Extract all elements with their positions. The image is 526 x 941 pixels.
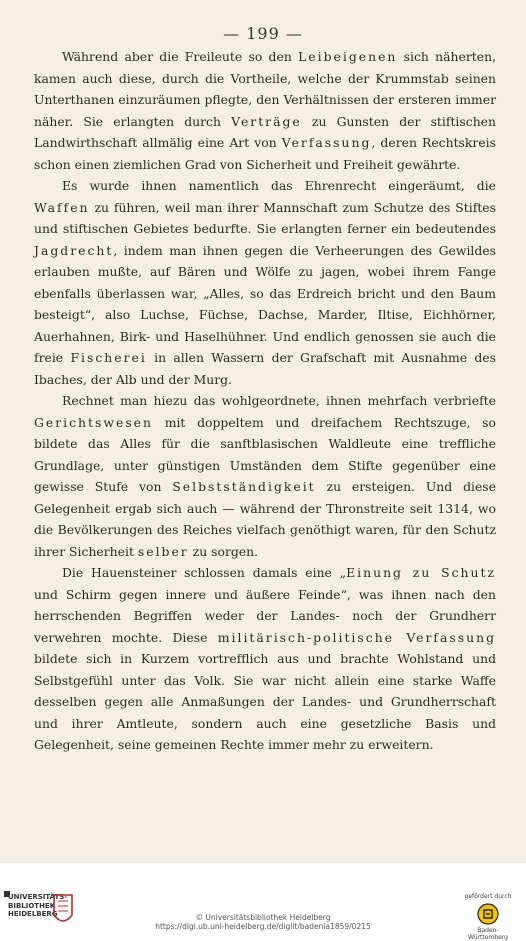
text-run: mit doppeltem und dreifachem Rechtszuge, so bildete das Alles für die sanftblasischen Waldleute eine treffliche Grundlage, unter günstigen Umständen dem Stifte gegenüber eine gewisse Stufe von [34,414,496,494]
text-run: Rechnet man hiezu das wohlgeordnete, ihnen mehrfach verbriefte [62,393,496,408]
baden-wuerttemberg-emblem-icon [477,903,499,925]
library-name-line-1: UNIVERSITÄTS- [8,893,68,901]
emphasized-text: militärisch-politische Verfassung [217,629,497,645]
text-run: Es wurde ihnen namentlich das Ehrenrecht eingeräumt, die [62,178,496,193]
text-run: , indem man ihnen gegen die Verheerungen des Gewildes erlauben mußte, auf Bären und Wölfe zu jagen, wobei ihrem Fange ebenfalls überlassen war, „Alles, so das Erdreich bricht und den Baum besteigt“, also Luchse, Füchse, Dachse, Marder, Iltise, Eichhörner, Auerhahnen, Birk- und Haselhühner. Und endlich genossen sie auch die freie [34,242,496,365]
text-run: bildete sich in Kurzem vortrefflich aus und brachte Wohlstand und Selbstgefühl unter das Volk. Sie war nicht allein eine starke Waffe desselben gegen alle Anmaßungen der Landes- und Grundherrschaft und ihrer Amtleute, sondern auch eine gesetzliche Basis und Gelegenheit, seine gemeinen Rechte immer mehr zu erweitern. [34,651,496,752]
text-run: sich näherten, kamen auch diese, durch die Vortheile, welche der Krummstab seinen Unterthanen einzuräumen pflegte, den Verhältnissen der ersteren immer näher. Sie erlangten durch [34,49,497,129]
library-name-line-2: BIBLIOTHEK [8,901,56,910]
text-run: Die Hauensteiner schlossen damals eine „ [62,565,347,580]
text-run: zu führen, weil man ihrer Mannschaft zum Schutze des Stiftes und stiftischen Gebietes bedurfte. Sie erlangten ferner ein bedeutendes [34,199,496,236]
footer [0,863,526,941]
text-run: zu ersteigen. Und diese Gelegenheit ergab sich auch — während der Thronstreite seit 1314, wo die Bevölkerungen des Reiches vielfach genöthigt waren, für den Schutz ihrer Sicherheit [34,479,496,559]
text-run: zu Gunsten der stiftischen Landwirthschaft allmälig eine Art von [34,113,496,150]
paragraph [34,175,496,390]
page-number: — 199 — [223,24,303,43]
emphasized-text: Leibeigenen [298,49,398,64]
copyright-notice: © Universitätsbibliothek Heidelberg [195,913,331,922]
emphasized-text: Selbstständigkeit [172,479,316,494]
emphasized-text: selber [137,543,189,559]
body-text [34,46,496,756]
emphasized-text: Verträge [231,113,302,129]
paragraph [34,390,496,562]
emphasized-text: Verfassung [281,135,372,150]
emphasized-text: Fischerei [70,350,147,365]
paragraph [34,562,496,756]
text-run: , deren Rechtskreis schon einen ziemlichen Grad von Sicherheit und Freiheit gewährte. [34,135,497,172]
emphasized-text: Waffen [34,199,90,215]
funded-by-label: gefördert durch [464,893,512,900]
text-run: zu sorgen. [188,543,259,559]
text-run: Während aber die Freileute so den [62,49,299,64]
emphasized-text: Gerichtswesen [34,414,153,430]
emphasized-text: Einung zu Schutz [346,565,496,580]
paragraph [34,46,496,175]
library-name-line-3: HEIDELBERG [8,910,58,918]
text-run: und Schirm gegen innere und äußere Feinde“, was ihnen nach den herrschenden Begriffen weder der Landes- noch der Grundherr verwehren mochte. Diese [34,586,496,645]
emphasized-text: Jagdrecht [34,242,114,258]
permalink[interactable]: https://digi.ub.uni-heidelberg.de/diglit/badenia1859/0215 [155,922,371,931]
text-run: in allen Wassern der Grafschaft mit Ausnahme des Ibaches, der Alb und der Murg. [34,350,496,387]
state-label: Baden-Württemberg [468,927,508,941]
funding-notice [458,893,518,941]
